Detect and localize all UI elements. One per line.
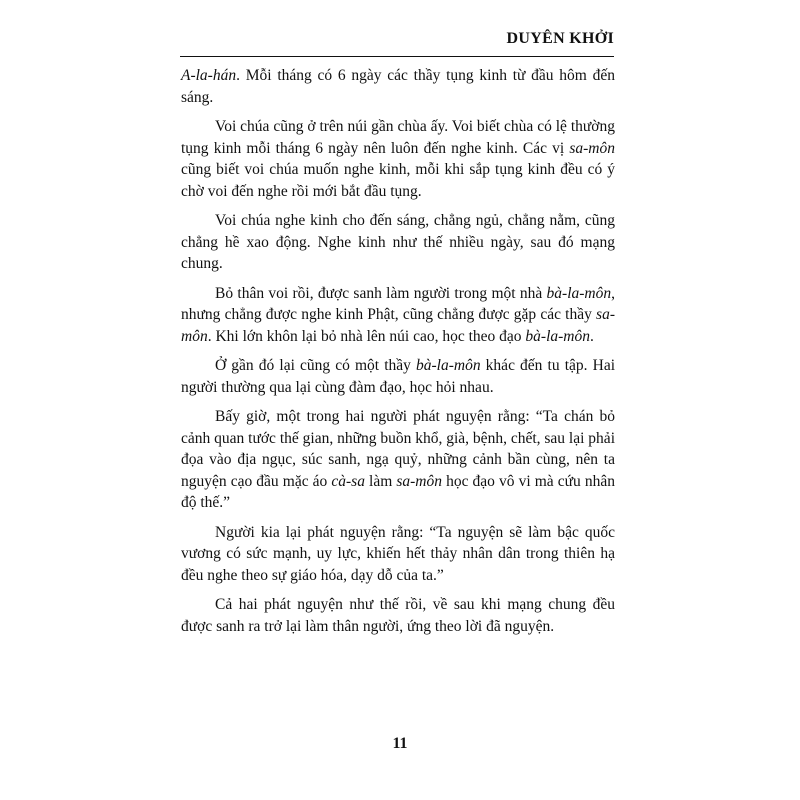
- body-text: [181, 65, 615, 645]
- paragraph-2: [181, 116, 615, 202]
- text-run: Bỏ thân voi rồi, được sanh làm người trong một nhà: [215, 284, 547, 302]
- text-run: Ở gần đó lại cũng có một thầy: [215, 357, 416, 374]
- running-head: DUYÊN KHỞI: [506, 30, 614, 47]
- page-number: 11: [392, 735, 408, 752]
- paragraph-8: [181, 594, 615, 637]
- italic-term: bà-la-môn: [525, 327, 590, 345]
- paragraph-1: [181, 65, 615, 108]
- paragraph-7: [181, 522, 615, 587]
- text-run: Cả hai phát nguyện như thế rồi, về sau khi mạng chung đều được sanh ra trở lại làm thân người, ứng theo lời đã nguyện.: [181, 596, 615, 635]
- italic-term: bà-la-môn: [546, 284, 612, 302]
- paragraph-6: [181, 406, 615, 514]
- text-run: cũng biết voi chúa muốn nghe kinh, mỗi khi sắp tụng kinh đều có ý chờ voi đến nghe rồi mới bắt đầu tụng.: [181, 161, 615, 200]
- paragraph-4: [181, 283, 615, 348]
- paragraph-5: [181, 355, 615, 398]
- italic-term: A-la-hán: [181, 67, 237, 84]
- text-run: . Mỗi tháng có 6 ngày các thầy tụng kinh từ đầu hôm đến sáng.: [181, 67, 615, 106]
- text-run: Voi chúa cũng ở trên núi gần chùa ấy. Voi biết chùa có lệ thường tụng kinh mỗi tháng 6 ngày nên luôn đến nghe kinh. Các vị: [181, 118, 615, 157]
- italic-term: cà-sa: [331, 472, 365, 490]
- italic-term: bà-la-môn: [416, 357, 481, 374]
- header-rule: [180, 56, 614, 57]
- text-run: Người kia lại phát nguyện rằng: “Ta nguyện sẽ làm bậc quốc vương có sức mạnh, uy lực, khiến hết thảy nhân dân trong thiên hạ đều nghe theo sự giáo hóa, dạy dỗ của ta.”: [181, 523, 615, 584]
- italic-term: sa-môn: [569, 139, 615, 157]
- text-run: học đạo vô vi mà cứu nhân độ thế.”: [181, 472, 615, 511]
- text-run: khác đến tu tập. Hai người thường qua lại cùng đàm đạo, học hỏi nhau.: [181, 357, 616, 396]
- text-run: .: [589, 327, 594, 345]
- text-run: Voi chúa nghe kinh cho đến sáng, chẳng ngủ, chẳng nằm, cũng chẳng hề xao động. Nghe kinh như thế nhiều ngày, sau đó mạng chung.: [181, 212, 615, 272]
- italic-term: sa-môn: [396, 472, 442, 490]
- paragraph-3: [181, 210, 615, 275]
- text-run: . Khi lớn khôn lại bỏ nhà lên núi cao, học theo đạo: [207, 327, 526, 345]
- text-run: làm: [364, 472, 397, 490]
- italic-term: sa-môn: [181, 306, 615, 345]
- text-run: Bấy giờ, một trong hai người phát nguyện rằng: “Ta chán bỏ cảnh quan tước thế gian, những buồn khổ, già, bệnh, chết, sau lại phải đọa vào địa ngục, súc sanh, ngạ quỷ, những cảnh bần cùng, nên ta nguyện cạo đầu mặc áo: [181, 408, 615, 490]
- text-run: , nhưng chẳng được nghe kinh Phật, cũng chẳng được gặp các thầy: [181, 284, 615, 323]
